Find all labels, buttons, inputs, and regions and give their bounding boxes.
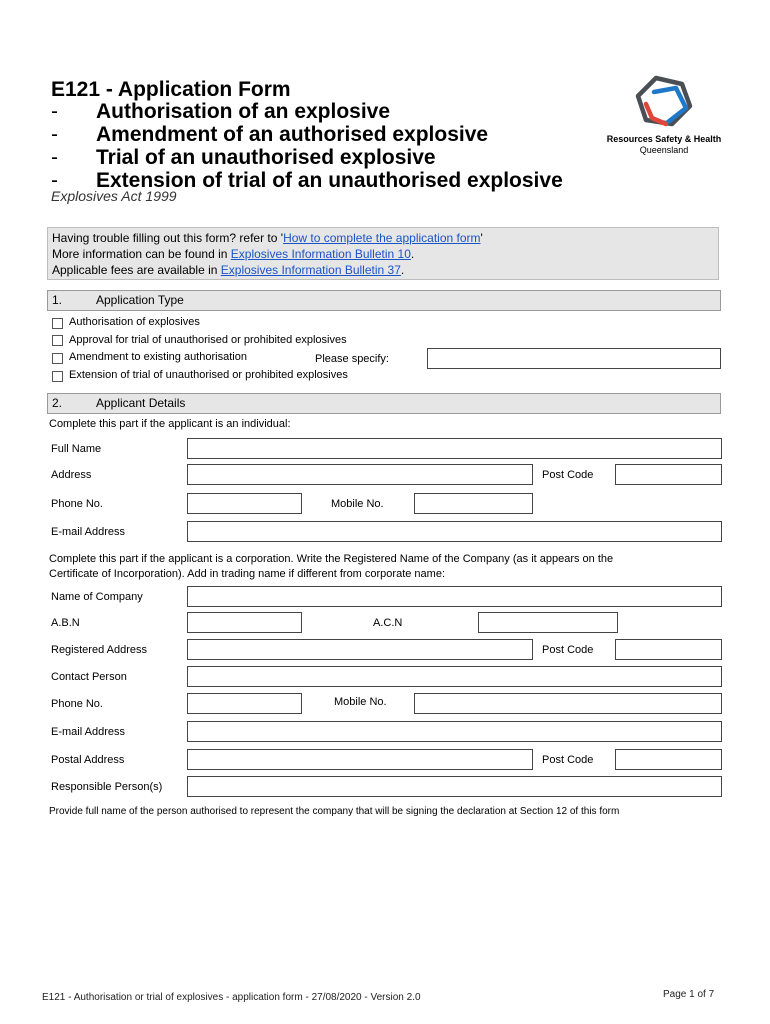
footer-document-info: E121 - Authorisation or trial of explosives - application form - 27/08/2020 - Version 2.0 — [42, 992, 421, 1003]
help-text: . — [400, 263, 405, 277]
bulletin-37-link[interactable]: Explosives Information Bulletin 37 — [220, 263, 401, 277]
help-text: Applicable fees are available in — [52, 263, 221, 277]
company-name-field[interactable] — [187, 586, 722, 607]
rshq-logo-icon — [632, 74, 698, 132]
extension-label: Extension of trial of unauthorised or prohibited explosives — [69, 369, 348, 381]
dash: - — [51, 100, 58, 123]
mobile-label: Mobile No. — [331, 498, 384, 510]
registered-address-field[interactable] — [187, 639, 533, 660]
title-option-label: Trial of an unauthorised explosive — [96, 146, 436, 169]
postal-address-label: Postal Address — [51, 754, 125, 766]
help-line-2 — [52, 246, 714, 262]
section-1-header — [47, 290, 721, 311]
acn-label: A.C.N — [373, 617, 403, 629]
post-code-label: Post Code — [542, 469, 594, 481]
corporation-intro-1: Complete this part if the applicant is a corporation. Write the Registered Name of the Company (as it appears on the — [49, 553, 614, 565]
title-option-3 — [51, 146, 436, 169]
bulletin-10-link[interactable]: Explosives Information Bulletin 10 — [230, 247, 411, 261]
title-option-1 — [51, 100, 390, 123]
please-specify-field[interactable] — [427, 348, 721, 369]
corporation-intro-2: Certificate of Incorporation). Add in trading name if different from corporate name: — [49, 568, 445, 580]
full-name-field[interactable] — [187, 438, 722, 459]
registered-post-code-field[interactable] — [615, 639, 722, 660]
contact-person-field[interactable] — [187, 666, 722, 687]
help-line-1 — [52, 230, 714, 246]
full-name-label: Full Name — [51, 443, 102, 455]
registered-post-code-label: Post Code — [542, 644, 594, 656]
contact-person-label: Contact Person — [51, 671, 127, 683]
phone-label: Phone No. — [51, 498, 103, 510]
acn-field[interactable] — [478, 612, 618, 633]
help-text: Having trouble filling out this form? refer to ' — [52, 231, 284, 245]
amendment-checkbox[interactable] — [52, 353, 63, 364]
section-title: Application Type — [96, 293, 184, 307]
responsible-persons-field[interactable] — [187, 776, 722, 797]
logo-text — [600, 134, 728, 156]
title-option-label: Amendment of an authorised explosive — [96, 123, 489, 146]
title-option-label: Authorisation of an explosive — [96, 100, 391, 123]
authorisation-checkbox[interactable] — [52, 318, 63, 329]
logo-line-1: Resources Safety & Health — [606, 134, 722, 144]
help-text: More information can be found in — [52, 247, 231, 261]
postal-post-code-label: Post Code — [542, 754, 594, 766]
help-text: ' — [480, 231, 483, 245]
corp-phone-label: Phone No. — [51, 698, 103, 710]
dash: - — [51, 123, 58, 146]
email-label: E-mail Address — [51, 526, 125, 538]
post-code-field[interactable] — [615, 464, 722, 485]
corp-phone-field[interactable] — [187, 693, 302, 714]
trial-approval-label: Approval for trial of unauthorised or prohibited explosives — [69, 334, 347, 346]
help-text: . — [410, 247, 415, 261]
title-option-2 — [51, 123, 488, 146]
logo-line-2: Queensland — [639, 145, 689, 155]
postal-post-code-field[interactable] — [615, 749, 722, 770]
page-number: Page 1 of 7 — [663, 989, 715, 1000]
form-title: E121 - Application Form — [51, 78, 291, 101]
individual-intro: Complete this part if the applicant is an individual: — [49, 418, 291, 430]
postal-address-field[interactable] — [187, 749, 533, 770]
corp-mobile-label: Mobile No. — [334, 696, 387, 708]
help-info-box — [47, 227, 719, 280]
authorisation-label: Authorisation of explosives — [69, 316, 200, 328]
section-number: 1. — [52, 293, 63, 307]
address-field[interactable] — [187, 464, 533, 485]
mobile-field[interactable] — [414, 493, 533, 514]
act-subtitle: Explosives Act 1999 — [51, 188, 177, 204]
section-2-header — [47, 393, 721, 414]
registered-address-label: Registered Address — [51, 644, 147, 656]
trial-approval-checkbox[interactable] — [52, 335, 63, 346]
dash: - — [51, 169, 58, 192]
dash: - — [51, 146, 58, 169]
how-to-complete-link[interactable]: How to complete the application form — [283, 231, 481, 245]
abn-field[interactable] — [187, 612, 302, 633]
corp-email-field[interactable] — [187, 721, 722, 742]
responsible-note: Provide full name of the person authorised to represent the company that will be signing the declaration at Section 12 of this form — [49, 806, 620, 817]
phone-field[interactable] — [187, 493, 302, 514]
abn-label: A.B.N — [51, 617, 80, 629]
section-title: Applicant Details — [96, 396, 186, 410]
responsible-persons-label: Responsible Person(s) — [51, 781, 163, 793]
extension-checkbox[interactable] — [52, 371, 63, 382]
corp-mobile-field[interactable] — [414, 693, 722, 714]
address-label: Address — [51, 469, 92, 481]
amendment-label: Amendment to existing authorisation — [69, 351, 247, 363]
email-field[interactable] — [187, 521, 722, 542]
title-option-label: Extension of trial of an unauthorised explosive — [96, 169, 563, 192]
please-specify-label: Please specify: — [315, 353, 389, 365]
company-name-label: Name of Company — [51, 591, 143, 603]
help-line-3 — [52, 262, 714, 278]
section-number: 2. — [52, 396, 63, 410]
corp-email-label: E-mail Address — [51, 726, 125, 738]
